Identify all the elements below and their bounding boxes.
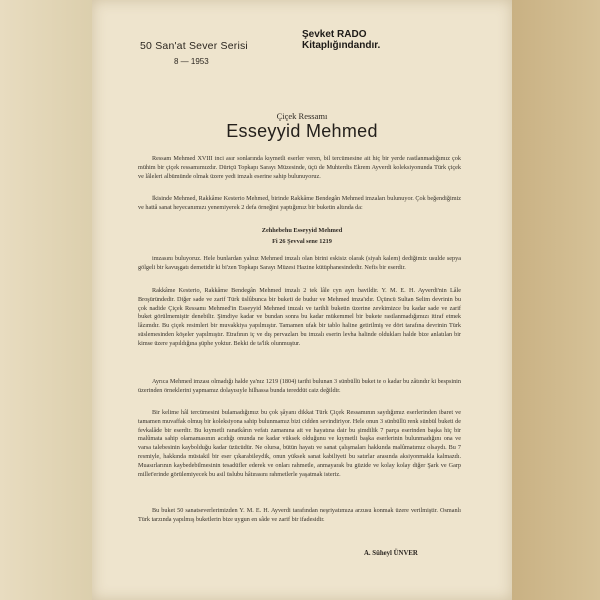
article-title: Esseyyid Mehmed [226,121,378,141]
series-title: 50 San'at Sever Serisi [140,40,248,52]
inscription-line-2: Fi 26 Şevval sene 1219 [272,238,332,245]
paragraph-6: Bir kelime hâl tercümesini bulamadığımız bu çok şâyanı dikkat Türk Çiçek Ressamının saydığımız eserlerinden ibaret ve tamamen muvaffak olmuş bir koleksiyona sahip bulunmamız bizi cidden sevindiriyor. Hele onun 3 sünbüllü renk sünbül buketi de fevkalâde bir eserdir. Bu kıymetli ranatkârın vefatı zamanına ait ve hayatına dair bu şimdilik 7 parça eserinden başka hiç bir malûmata sahip olamamasının acıdığı onunda ne kadar vüksek olduğunu ve kıymetli başka eserlerinin bulunmadığını ona ve varsa talebesinin kaybolduğu kadar üzücüdür. Ne olursa, bütün hayatı ve sanat çalışmaları hakkında malûmatımız olsaydı. Bu 7 resmiyle, hakkında müstakil bir eser çıkarabileydik, onun yüksek sanat kabiliyeti bu satırlar arasında aksiyonmakla kalmazdı. Muasırlarının kaybedebilmesinin tesadüfler ederek ve onları rahmetle, anmayarak bu güzide ve kolay kolay diğer Şark ve Garp millet'erinde görülemiyecek bu asil üslubu hâtırasını rahmetlerle yaşatmak isteriz. [138,409,461,478]
stamp-line-1: Şevket RADO [302,29,367,40]
background-left [0,0,92,600]
author-signature: A. Süheyl ÜNVER [364,550,418,557]
paragraph-4: Rakkâme Kesterio, Rakkâme Bendegân Mehmed imzalı 2 tek lâle cyn ayrı bavildir. Y. M. E. H. Ayverdi'nin Lâle Broşüründedir. Diğer sade ve zarif Türk üslûbunca bir buketi de budur ve Mehmed imza'ıdır. Üçüncü Sultan Selim devrinin bu çok nadide Çiçek Ressamı Mehmed'in Esseyyid Mehmed imzalı ve tarihli buketin üzerine zevkimizce bu kadar sade ve zarif buket görülmemiştir denebilir. Şimdiye kadar ve bundan sonra bu kadar mükemmel bir bukete rastlanmadığımızı itiraf etmek lâzımdır. Bu çiçek resimleri bir muvakkiya yapılmıştır. Tamamen ufak bir tablo haline getirilmiş ve dört tarafına devrinin Türk süslemesinden köşeler yapılmıştır. Etrafının iç ve dış pervazları bu imzalı eserin levha halinde oldukları halde bize anlatılan bir kimse üzere yapıldığına şüphe yoktur. Bekki de ta'lik olunmuştur. [138,287,461,347]
article-label: Çiçek Ressamı [276,111,328,121]
inscription-line-1: Zehhebehu Esseyyid Mehmed [261,227,343,234]
document-page [92,0,512,600]
library-stamp [302,29,380,51]
paragraph-5: Ayrıca Mehmed imzası olmadığı halde ya'nız 1219 (1804) tarihi bulunan 3 sünbüllü buket te o kadar bu zâtındır ki bespsinin üzerinden örneklerini yapmamız dolayısıyle hilhassa bunda tereddüt caiz değildir. [138,378,461,394]
stamp-line-2: Kitaplığındandır. [302,40,381,51]
paragraph-7: Bu buket 50 sanatseverlerimizden Y. M. E. H. Ayverdi tarafından neşriyatımıza arzusu konmak üzere verilmiştir. Osmanlı Türk tarzında yapılmış buketlerin bize uygun en sâde ve zarif bir ifadesidir. [138,507,461,523]
paragraph-3: imzasını buluyoruz. Hele bunlardan yalnız Mehmed imzalı olan birini eskisiz olarak (siyah kalem) dediğimiz usulde sepya gölgeli bir kavuşgatı demetidir ki bi'zen Topkapı Sarayı Müzesi Hazine kütüphanesindedir. Nefis bir eserdir. [138,255,461,271]
series-number: 8 — 1953 [174,57,209,66]
paragraph-2: İkisinde Mehmed, Rakkâme Kesterio Mehmed, birinde Rakkâme Bendegân Mehmed imzaları bulunuyor. Çok beğendiğimiz ve hattâ sanat heyecanımızı yenemiyerek 2 defa örneğini yaptığımız bir buketin altında da: [138,195,461,211]
book-edge-right [512,0,600,600]
paragraph-1: Ressam Mehmed XVIII inci asır sonlarında kıymetli eserler veren, bil tercümesine ait hiç bir yerde rastlanmadığımız çok mühim bir çiçek ressamımızdır. Dürtçü Topkapı Sarayı Müzesinde, üçü de Muhterdis Ekrem Ayverdi koleksiyonunda Türk çiçek ve lâleleri albümünde olmak üzere yedi imzalı eserine sahip bulunuyoruz. [138,155,461,180]
